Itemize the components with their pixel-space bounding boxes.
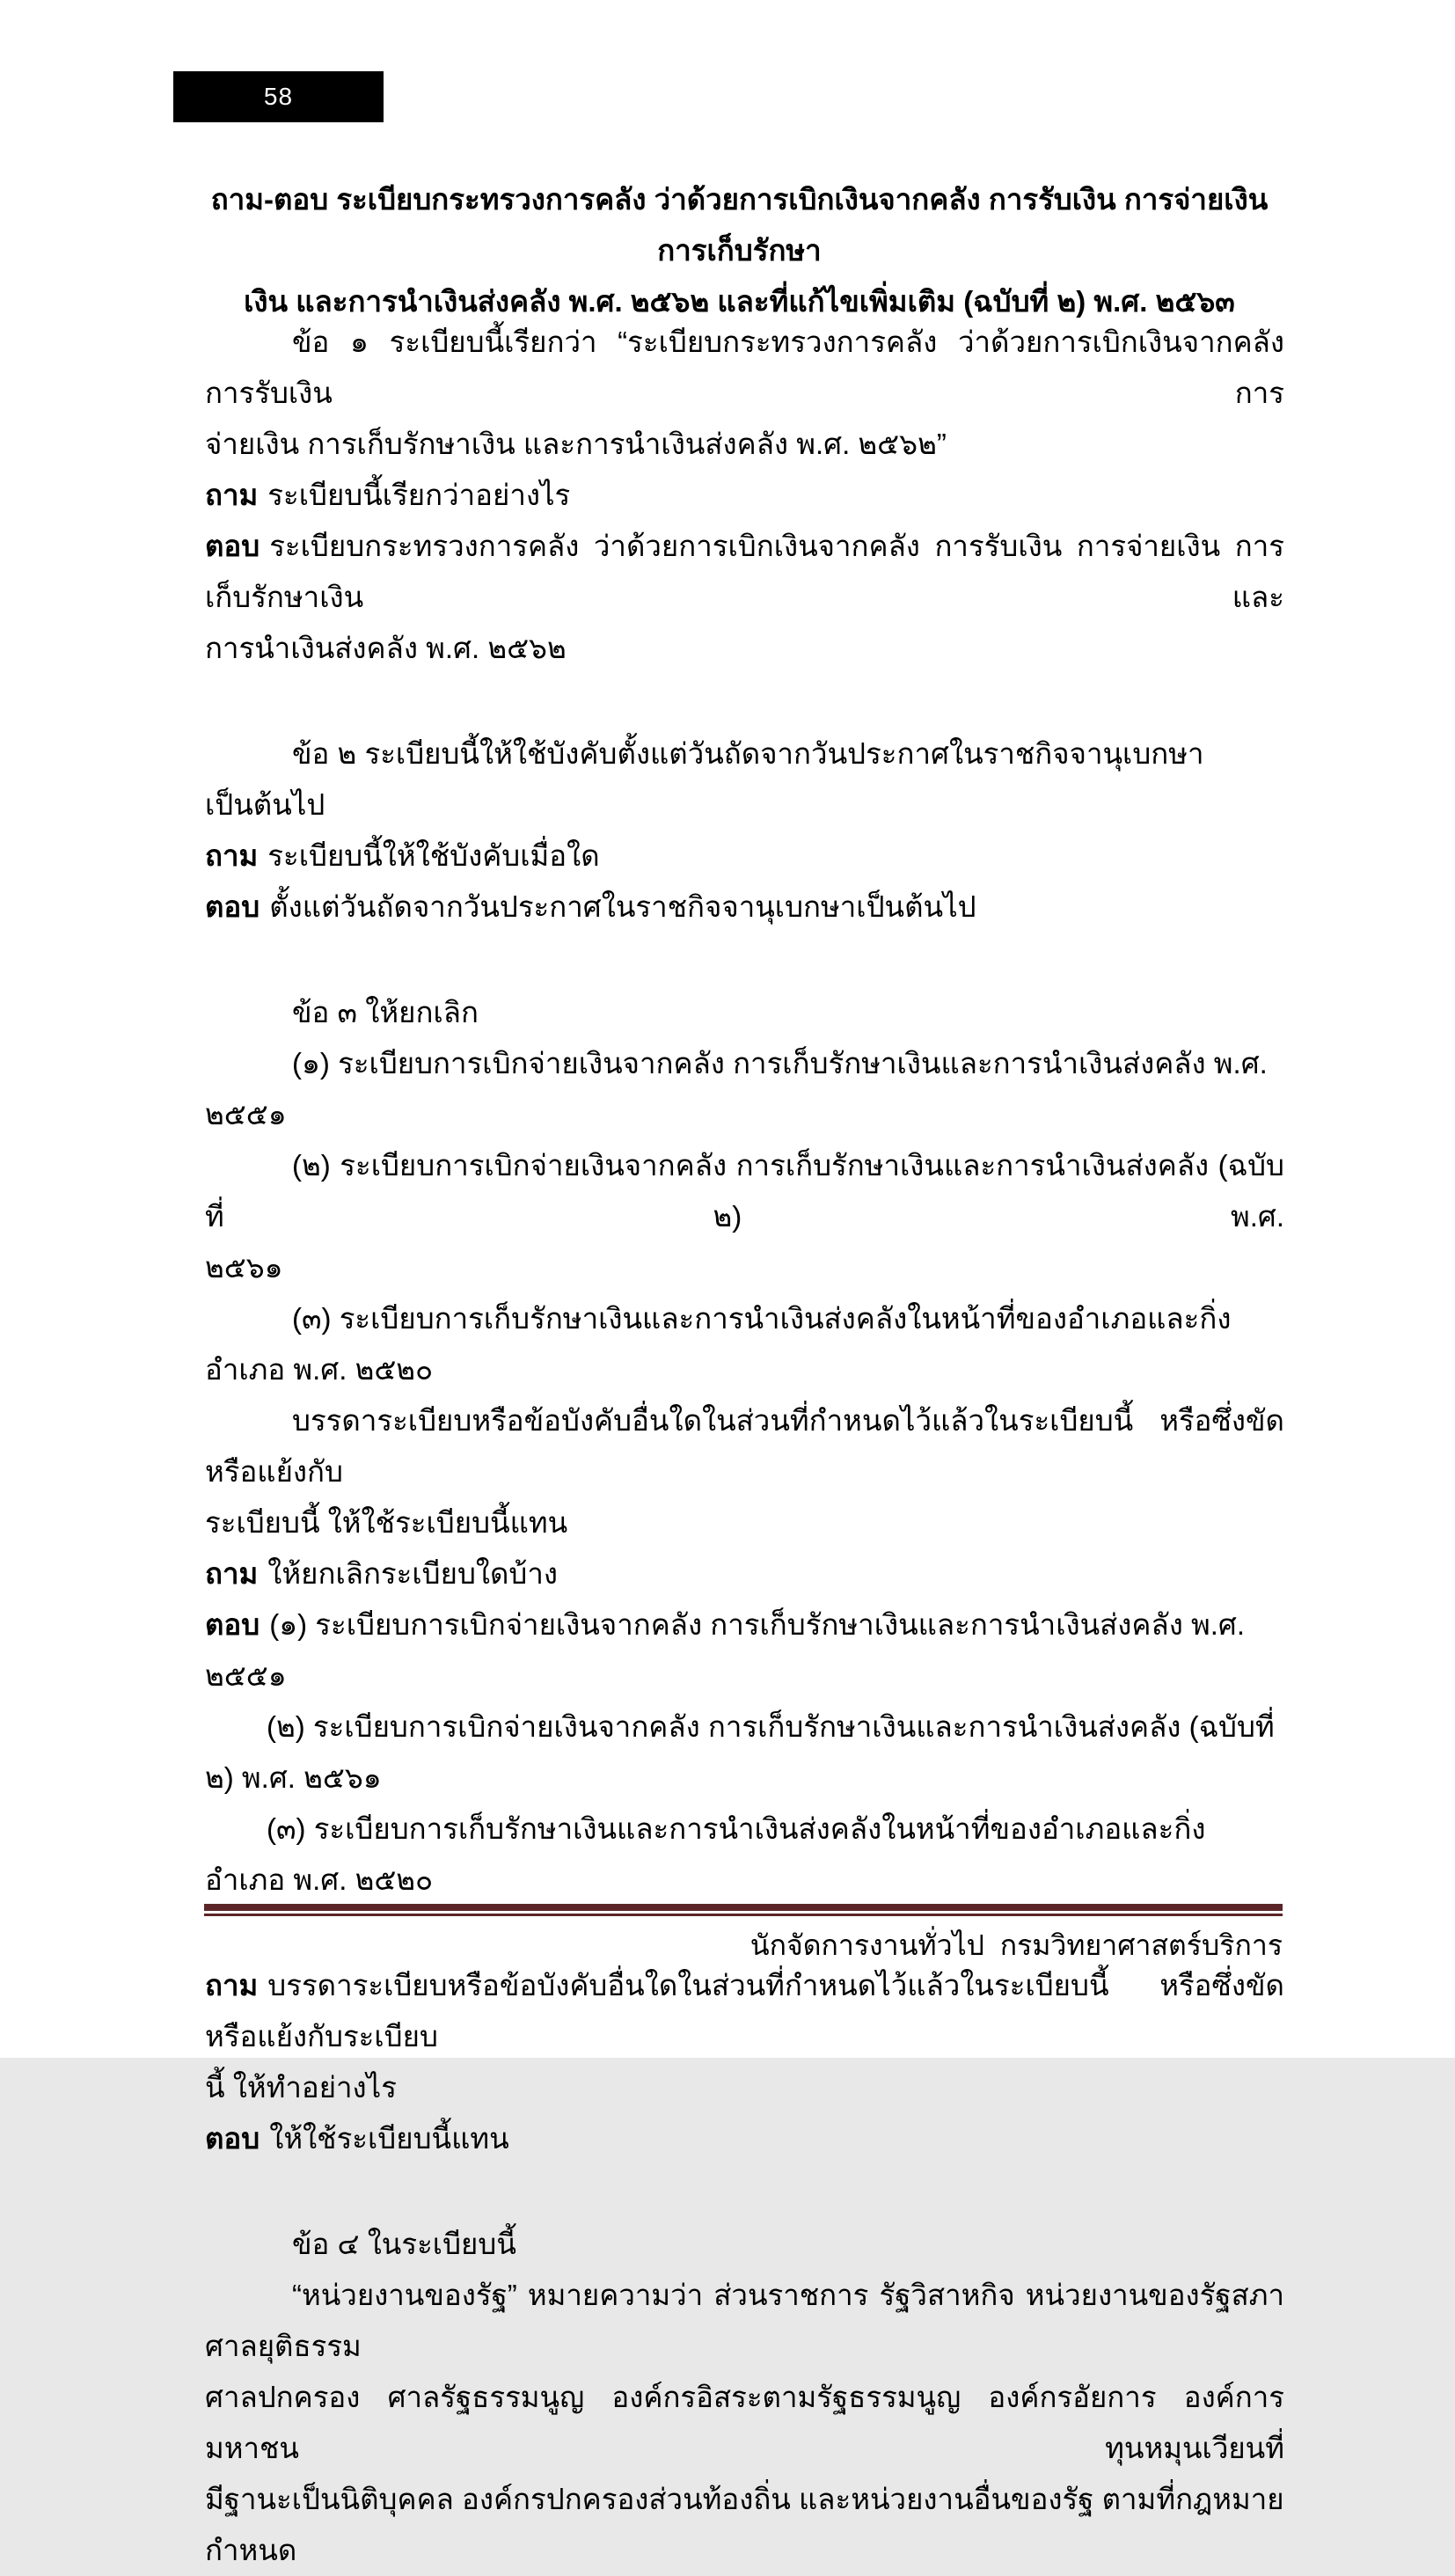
body-line-text: ศาลปกครอง ศาลรัฐธรรมนูญ องค์กรอิสระตามรัฐธรรมนูญ องค์กรอัยการ องค์การมหาชน ทุนหมุนเวียนที่	[205, 2381, 1284, 2464]
body-line	[205, 1395, 1284, 1497]
body-line	[205, 882, 1284, 933]
page-number: 58	[263, 83, 294, 110]
body-line	[205, 831, 1284, 882]
body-line	[205, 470, 1284, 521]
body-line	[205, 1548, 1284, 1599]
body-line-text: (๒) ระเบียบการเบิกจ่ายเงินจากคลัง การเก็บรักษาเงินและการนำเงินส่งคลัง (ฉบับที่ ๒) พ.ศ.	[205, 1149, 1284, 1233]
document-title	[200, 174, 1279, 327]
body-line-text: ข้อ ๑ ระเบียบนี้เรียกว่า “ระเบียบกระทรวงการคลัง ว่าด้วยการเบิกเงินจากคลัง การรับเงิน การ	[205, 326, 1284, 409]
body-line-text: (๓) ระเบียบการเก็บรักษาเงินและการนำเงินส่งคลังในหน้าที่ของอำเภอและกิ่งอำเภอ พ.ศ. ๒๕๒๐	[205, 1302, 1232, 1386]
body-line-text: บรรดาระเบียบหรือข้อบังคับอื่นใดในส่วนที่กำหนดไว้แล้วในระเบียบนี้ หรือซึ่งขัดหรือแย้งกับ	[205, 1404, 1284, 1488]
body-line	[205, 1140, 1284, 1242]
body-line	[205, 1599, 1284, 1701]
footer-divider-thin-bar	[204, 1914, 1283, 1916]
body-line-text: (๑) ระเบียบการเบิกจ่ายเงินจากคลัง การเก็บรักษาเงินและการนำเงินส่งคลัง พ.ศ. ๒๕๕๑	[205, 1047, 1268, 1131]
body-line	[205, 1497, 1284, 1548]
body-line	[205, 1038, 1284, 1140]
body-line-text: “หน่วยงานของรัฐ” หมายความว่า ส่วนราชการ รัฐวิสาหกิจ หน่วยงานของรัฐสภา ศาลยุติธรรม	[205, 2279, 1284, 2362]
question-label: ถาม	[205, 479, 259, 511]
body-line-text: นี้ ให้ทำอย่างไร	[205, 2071, 397, 2104]
body-line-text: ระเบียบนี้ ให้ใช้ระเบียบนี้แทน	[205, 1506, 568, 1539]
body-line-text: (๒) ระเบียบการเบิกจ่ายเงินจากคลัง การเก็บรักษาเงินและการนำเงินส่งคลัง (ฉบับที่ ๒) พ.ศ. ๒๕๖๑	[205, 1710, 1275, 1794]
body-line-text: ข้อ ๓ ให้ยกเลิก	[292, 996, 479, 1028]
footer-divider-rule	[204, 1904, 1283, 1916]
body-line	[205, 521, 1284, 623]
body-line	[205, 2372, 1284, 2474]
body-line-text: ตั้งแต่วันถัดจากวันประกาศในราชกิจจานุเบกษาเป็นต้นไป	[269, 890, 976, 923]
body-line	[205, 2062, 1284, 2113]
document-title-line-2: เงิน และการนำเงินส่งคลัง พ.ศ. ๒๕๖๒ และที่แก้ไขเพิ่มเติม (ฉบับที่ ๒) พ.ศ. ๒๕๖๓	[244, 285, 1235, 318]
answer-label: ตอบ	[205, 2122, 260, 2155]
body-line-text: มีฐานะเป็นนิติบุคคล องค์กรปกครองส่วนท้องถิ่น และหน่วยงานอื่นของรัฐ ตามที่กฎหมายกำหนด	[205, 2483, 1284, 2566]
body-line-text: ให้ยกเลิกระเบียบใดบ้าง	[267, 1557, 559, 1590]
body-line	[205, 2270, 1284, 2372]
question-label: ถาม	[205, 1969, 259, 2002]
body-line-text: ข้อ ๔ ในระเบียบนี้	[292, 2228, 516, 2260]
body-line	[205, 1242, 1284, 1293]
answer-label: ตอบ	[205, 530, 260, 562]
body-line-text: ระเบียบนี้ให้ใช้บังคับเมื่อใด	[267, 839, 600, 872]
body-line	[205, 987, 1284, 1038]
body-line	[205, 1960, 1284, 2062]
document-title-line-1: ถาม-ตอบ ระเบียบกระทรวงการคลัง ว่าด้วยการเบิกเงินจากคลัง การรับเงิน การจ่ายเงิน การเก็บรักษา	[210, 183, 1269, 267]
body-line	[205, 2474, 1284, 2576]
body-line	[205, 1293, 1284, 1395]
body-line-text: (๓) ระเบียบการเก็บรักษาเงินและการนำเงินส่งคลังในหน้าที่ของอำเภอและกิ่งอำเภอ พ.ศ. ๒๕๒๐	[205, 1812, 1206, 1896]
body-line	[205, 623, 1284, 674]
body-line-text: บรรดาระเบียบหรือข้อบังคับอื่นใดในส่วนที่กำหนดไว้แล้วในระเบียบนี้ หรือซึ่งขัดหรือแย้งกับระเบียบ	[205, 1969, 1284, 2053]
body-line	[205, 728, 1284, 831]
body-line-text: ข้อ ๒ ระเบียบนี้ให้ใช้บังคับตั้งแต่วันถัดจากวันประกาศในราชกิจจานุเบกษาเป็นต้นไป	[205, 737, 1204, 821]
answer-label: ตอบ	[205, 890, 260, 923]
question-label: ถาม	[205, 839, 259, 872]
body-line	[205, 317, 1284, 419]
body-line-text: ระเบียบนี้เรียกว่าอย่างไร	[267, 479, 571, 511]
document-body	[205, 317, 1284, 2576]
question-label: ถาม	[205, 1557, 259, 1590]
body-line	[205, 419, 1284, 470]
body-line	[205, 2113, 1284, 2164]
footer-divider-thick-bar	[204, 1904, 1283, 1911]
body-line-text: ๒๕๖๑	[205, 1251, 283, 1284]
answer-label: ตอบ	[205, 1608, 260, 1641]
footer-text: นักจัดการงานทั่วไป กรมวิทยาศาสตร์บริการ	[749, 1929, 1283, 1961]
body-line-text: ให้ใช้ระเบียบนี้แทน	[269, 2122, 509, 2155]
body-line	[205, 1804, 1284, 1906]
page-number-box	[173, 71, 384, 122]
body-line	[205, 1701, 1284, 1804]
body-line	[205, 2219, 1284, 2270]
body-line-text: (๑) ระเบียบการเบิกจ่ายเงินจากคลัง การเก็บรักษาเงินและการนำเงินส่งคลัง พ.ศ. ๒๕๕๑	[205, 1608, 1246, 1692]
body-line-text: จ่ายเงิน การเก็บรักษาเงิน และการนำเงินส่งคลัง พ.ศ. ๒๕๖๒”	[205, 428, 947, 460]
body-line-text: ระเบียบกระทรวงการคลัง ว่าด้วยการเบิกเงินจากคลัง การรับเงิน การจ่ายเงิน การเก็บรักษาเงิน และ	[205, 530, 1284, 613]
body-line-text: การนำเงินส่งคลัง พ.ศ. ๒๕๖๒	[205, 632, 567, 664]
